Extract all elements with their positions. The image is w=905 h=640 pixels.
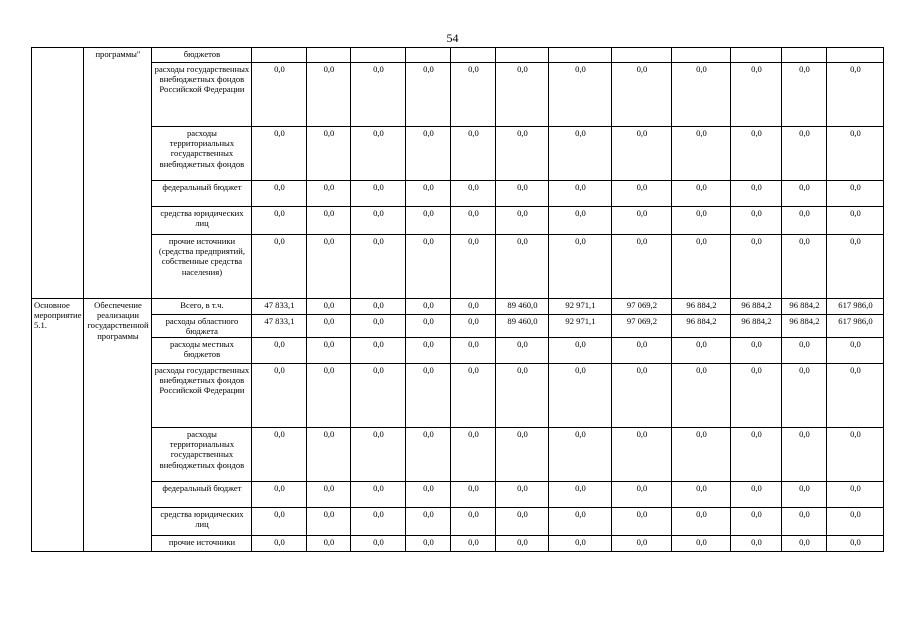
value-cell: 0,0 <box>351 338 406 364</box>
value-cell: 0,0 <box>451 315 496 338</box>
value-cell: 0,0 <box>351 508 406 536</box>
value-cell: 0,0 <box>307 338 351 364</box>
value-cell: 0,0 <box>672 235 731 299</box>
value-cell: 0,0 <box>782 338 827 364</box>
value-cell: 0,0 <box>549 536 612 552</box>
value-cell: 0,0 <box>406 508 451 536</box>
value-cell: 0,0 <box>549 207 612 235</box>
value-cell: 0,0 <box>451 482 496 508</box>
funding-source: средства юридических лиц <box>152 207 252 235</box>
value-cell: 0,0 <box>496 482 549 508</box>
value-cell: 0,0 <box>731 428 782 482</box>
value-cell: 0,0 <box>782 235 827 299</box>
value-cell: 0,0 <box>406 299 451 315</box>
value-cell <box>549 48 612 63</box>
table-row <box>32 508 884 536</box>
value-cell: 0,0 <box>307 299 351 315</box>
table-section-measure-5-1 <box>32 299 884 552</box>
value-cell: 0,0 <box>612 508 672 536</box>
value-cell: 97 069,2 <box>612 299 672 315</box>
value-cell: 0,0 <box>252 127 307 181</box>
table-row <box>32 482 884 508</box>
value-cell: 0,0 <box>731 181 782 207</box>
measure-cell-empty <box>32 48 84 299</box>
value-cell: 0,0 <box>406 364 451 428</box>
value-cell: 0,0 <box>351 428 406 482</box>
value-cell: 0,0 <box>672 207 731 235</box>
table-row <box>32 181 884 207</box>
value-cell: 0,0 <box>827 207 884 235</box>
value-cell: 0,0 <box>451 299 496 315</box>
table-row <box>32 338 884 364</box>
value-cell: 0,0 <box>549 235 612 299</box>
value-cell: 0,0 <box>496 207 549 235</box>
value-cell: 96 884,2 <box>731 299 782 315</box>
table-row <box>32 315 884 338</box>
value-cell: 0,0 <box>307 508 351 536</box>
value-cell: 0,0 <box>612 338 672 364</box>
value-cell: 0,0 <box>406 235 451 299</box>
value-cell: 0,0 <box>252 508 307 536</box>
value-cell: 47 833,1 <box>252 299 307 315</box>
value-cell: 0,0 <box>731 127 782 181</box>
value-cell: 0,0 <box>549 364 612 428</box>
value-cell: 0,0 <box>827 181 884 207</box>
value-cell: 0,0 <box>406 315 451 338</box>
funding-source: Всего, в т.ч. <box>152 299 252 315</box>
value-cell: 0,0 <box>549 428 612 482</box>
value-cell: 96 884,2 <box>672 315 731 338</box>
value-cell: 0,0 <box>827 63 884 127</box>
value-cell: 0,0 <box>351 299 406 315</box>
value-cell: 0,0 <box>782 482 827 508</box>
value-cell: 0,0 <box>782 364 827 428</box>
value-cell: 0,0 <box>782 428 827 482</box>
funding-source: расходы территориальных государственных внебюджетных фондов <box>152 428 252 482</box>
table-row <box>32 127 884 181</box>
value-cell: 0,0 <box>496 508 549 536</box>
measure-label: Основное мероприятие 5.1. <box>32 299 84 552</box>
value-cell: 0,0 <box>827 338 884 364</box>
value-cell: 0,0 <box>351 207 406 235</box>
value-cell: 0,0 <box>307 482 351 508</box>
value-cell: 0,0 <box>351 364 406 428</box>
value-cell: 0,0 <box>451 127 496 181</box>
value-cell: 0,0 <box>827 235 884 299</box>
value-cell: 0,0 <box>307 364 351 428</box>
value-cell: 0,0 <box>252 207 307 235</box>
value-cell: 0,0 <box>307 536 351 552</box>
value-cell: 0,0 <box>731 338 782 364</box>
table-row <box>32 536 884 552</box>
value-cell: 0,0 <box>672 63 731 127</box>
value-cell: 0,0 <box>496 235 549 299</box>
value-cell: 0,0 <box>351 482 406 508</box>
task-label: программы" <box>84 48 152 299</box>
value-cell: 0,0 <box>549 127 612 181</box>
value-cell: 0,0 <box>672 428 731 482</box>
value-cell: 0,0 <box>451 235 496 299</box>
value-cell: 0,0 <box>351 63 406 127</box>
value-cell: 0,0 <box>351 127 406 181</box>
value-cell: 0,0 <box>549 508 612 536</box>
value-cell: 0,0 <box>612 428 672 482</box>
value-cell: 0,0 <box>496 63 549 127</box>
value-cell: 0,0 <box>351 235 406 299</box>
value-cell: 97 069,2 <box>612 315 672 338</box>
value-cell: 0,0 <box>451 508 496 536</box>
funding-source: бюджетов <box>152 48 252 63</box>
value-cell <box>351 48 406 63</box>
value-cell: 0,0 <box>252 63 307 127</box>
value-cell: 0,0 <box>307 428 351 482</box>
value-cell: 0,0 <box>612 235 672 299</box>
value-cell: 0,0 <box>672 508 731 536</box>
value-cell: 0,0 <box>672 127 731 181</box>
value-cell: 0,0 <box>496 181 549 207</box>
table-row <box>32 235 884 299</box>
value-cell: 0,0 <box>672 181 731 207</box>
value-cell: 0,0 <box>252 181 307 207</box>
value-cell: 0,0 <box>827 428 884 482</box>
table-row <box>32 63 884 127</box>
value-cell <box>612 48 672 63</box>
value-cell: 0,0 <box>827 482 884 508</box>
value-cell <box>451 48 496 63</box>
value-cell: 47 833,1 <box>252 315 307 338</box>
value-cell: 0,0 <box>827 127 884 181</box>
value-cell: 0,0 <box>252 235 307 299</box>
value-cell: 0,0 <box>406 63 451 127</box>
value-cell: 92 971,1 <box>549 299 612 315</box>
table-section-continued <box>32 48 884 299</box>
value-cell: 0,0 <box>782 63 827 127</box>
value-cell: 0,0 <box>496 338 549 364</box>
value-cell <box>672 48 731 63</box>
page-number: 54 <box>446 31 459 45</box>
value-cell: 0,0 <box>549 338 612 364</box>
value-cell: 0,0 <box>307 181 351 207</box>
value-cell: 0,0 <box>549 181 612 207</box>
value-cell: 0,0 <box>731 235 782 299</box>
value-cell: 0,0 <box>307 315 351 338</box>
value-cell: 0,0 <box>451 428 496 482</box>
value-cell: 0,0 <box>252 338 307 364</box>
funding-source: прочие источники (средства предприятий, собственные средства населения) <box>152 235 252 299</box>
value-cell: 96 884,2 <box>782 315 827 338</box>
value-cell: 96 884,2 <box>672 299 731 315</box>
value-cell: 0,0 <box>351 536 406 552</box>
value-cell: 0,0 <box>782 536 827 552</box>
value-cell: 0,0 <box>731 364 782 428</box>
value-cell: 0,0 <box>672 482 731 508</box>
table-row <box>32 48 884 63</box>
value-cell: 0,0 <box>731 508 782 536</box>
funding-source: прочие источники <box>152 536 252 552</box>
value-cell: 0,0 <box>672 364 731 428</box>
table-row <box>32 428 884 482</box>
budget-table <box>31 47 884 552</box>
value-cell: 0,0 <box>406 428 451 482</box>
value-cell: 0,0 <box>451 181 496 207</box>
value-cell: 0,0 <box>496 428 549 482</box>
value-cell: 0,0 <box>252 536 307 552</box>
funding-source: расходы местных бюджетов <box>152 338 252 364</box>
value-cell: 0,0 <box>612 482 672 508</box>
value-cell: 0,0 <box>612 207 672 235</box>
value-cell: 0,0 <box>307 235 351 299</box>
value-cell: 0,0 <box>406 482 451 508</box>
value-cell: 0,0 <box>252 364 307 428</box>
table-row <box>32 364 884 428</box>
value-cell: 0,0 <box>496 536 549 552</box>
value-cell: 0,0 <box>672 536 731 552</box>
value-cell: 0,0 <box>496 127 549 181</box>
value-cell: 0,0 <box>612 127 672 181</box>
value-cell: 0,0 <box>451 207 496 235</box>
value-cell: 0,0 <box>307 207 351 235</box>
value-cell <box>782 48 827 63</box>
value-cell: 0,0 <box>731 63 782 127</box>
table-row <box>32 207 884 235</box>
value-cell: 0,0 <box>307 63 351 127</box>
value-cell: 89 460,0 <box>496 315 549 338</box>
funding-source: расходы государственных внебюджетных фондов Российской Федерации <box>152 364 252 428</box>
value-cell: 0,0 <box>451 364 496 428</box>
value-cell: 0,0 <box>612 63 672 127</box>
value-cell: 0,0 <box>406 338 451 364</box>
value-cell: 0,0 <box>406 207 451 235</box>
funding-source: расходы государственных внебюджетных фондов Российской Федерации <box>152 63 252 127</box>
value-cell: 617 986,0 <box>827 299 884 315</box>
value-cell: 0,0 <box>496 364 549 428</box>
value-cell: 0,0 <box>731 207 782 235</box>
funding-source: расходы территориальных государственных внебюджетных фондов <box>152 127 252 181</box>
funding-source: федеральный бюджет <box>152 181 252 207</box>
value-cell: 0,0 <box>406 536 451 552</box>
value-cell: 0,0 <box>612 181 672 207</box>
value-cell: 0,0 <box>612 536 672 552</box>
value-cell: 0,0 <box>451 63 496 127</box>
value-cell: 0,0 <box>351 315 406 338</box>
value-cell: 0,0 <box>451 536 496 552</box>
value-cell: 0,0 <box>406 127 451 181</box>
value-cell: 0,0 <box>252 428 307 482</box>
funding-source: федеральный бюджет <box>152 482 252 508</box>
value-cell: 0,0 <box>782 508 827 536</box>
value-cell: 0,0 <box>782 127 827 181</box>
value-cell: 0,0 <box>612 364 672 428</box>
value-cell: 0,0 <box>252 482 307 508</box>
value-cell: 0,0 <box>672 338 731 364</box>
value-cell: 0,0 <box>782 207 827 235</box>
task-label: Обеспечение реализации государственной программы <box>84 299 152 552</box>
value-cell: 0,0 <box>549 482 612 508</box>
value-cell: 0,0 <box>731 482 782 508</box>
value-cell: 96 884,2 <box>731 315 782 338</box>
funding-source: средства юридических лиц <box>152 508 252 536</box>
value-cell: 0,0 <box>731 536 782 552</box>
value-cell: 0,0 <box>406 181 451 207</box>
value-cell: 0,0 <box>827 364 884 428</box>
value-cell: 0,0 <box>307 127 351 181</box>
value-cell <box>827 48 884 63</box>
funding-source: расходы областного бюджета <box>152 315 252 338</box>
value-cell: 0,0 <box>782 181 827 207</box>
value-cell: 0,0 <box>351 181 406 207</box>
value-cell: 617 986,0 <box>827 315 884 338</box>
value-cell: 92 971,1 <box>549 315 612 338</box>
value-cell <box>307 48 351 63</box>
value-cell: 0,0 <box>827 508 884 536</box>
value-cell <box>252 48 307 63</box>
value-cell <box>731 48 782 63</box>
value-cell <box>406 48 451 63</box>
value-cell: 0,0 <box>549 63 612 127</box>
value-cell: 0,0 <box>451 338 496 364</box>
value-cell <box>496 48 549 63</box>
value-cell: 0,0 <box>827 536 884 552</box>
value-cell: 96 884,2 <box>782 299 827 315</box>
value-cell: 89 460,0 <box>496 299 549 315</box>
table-row <box>32 299 884 315</box>
